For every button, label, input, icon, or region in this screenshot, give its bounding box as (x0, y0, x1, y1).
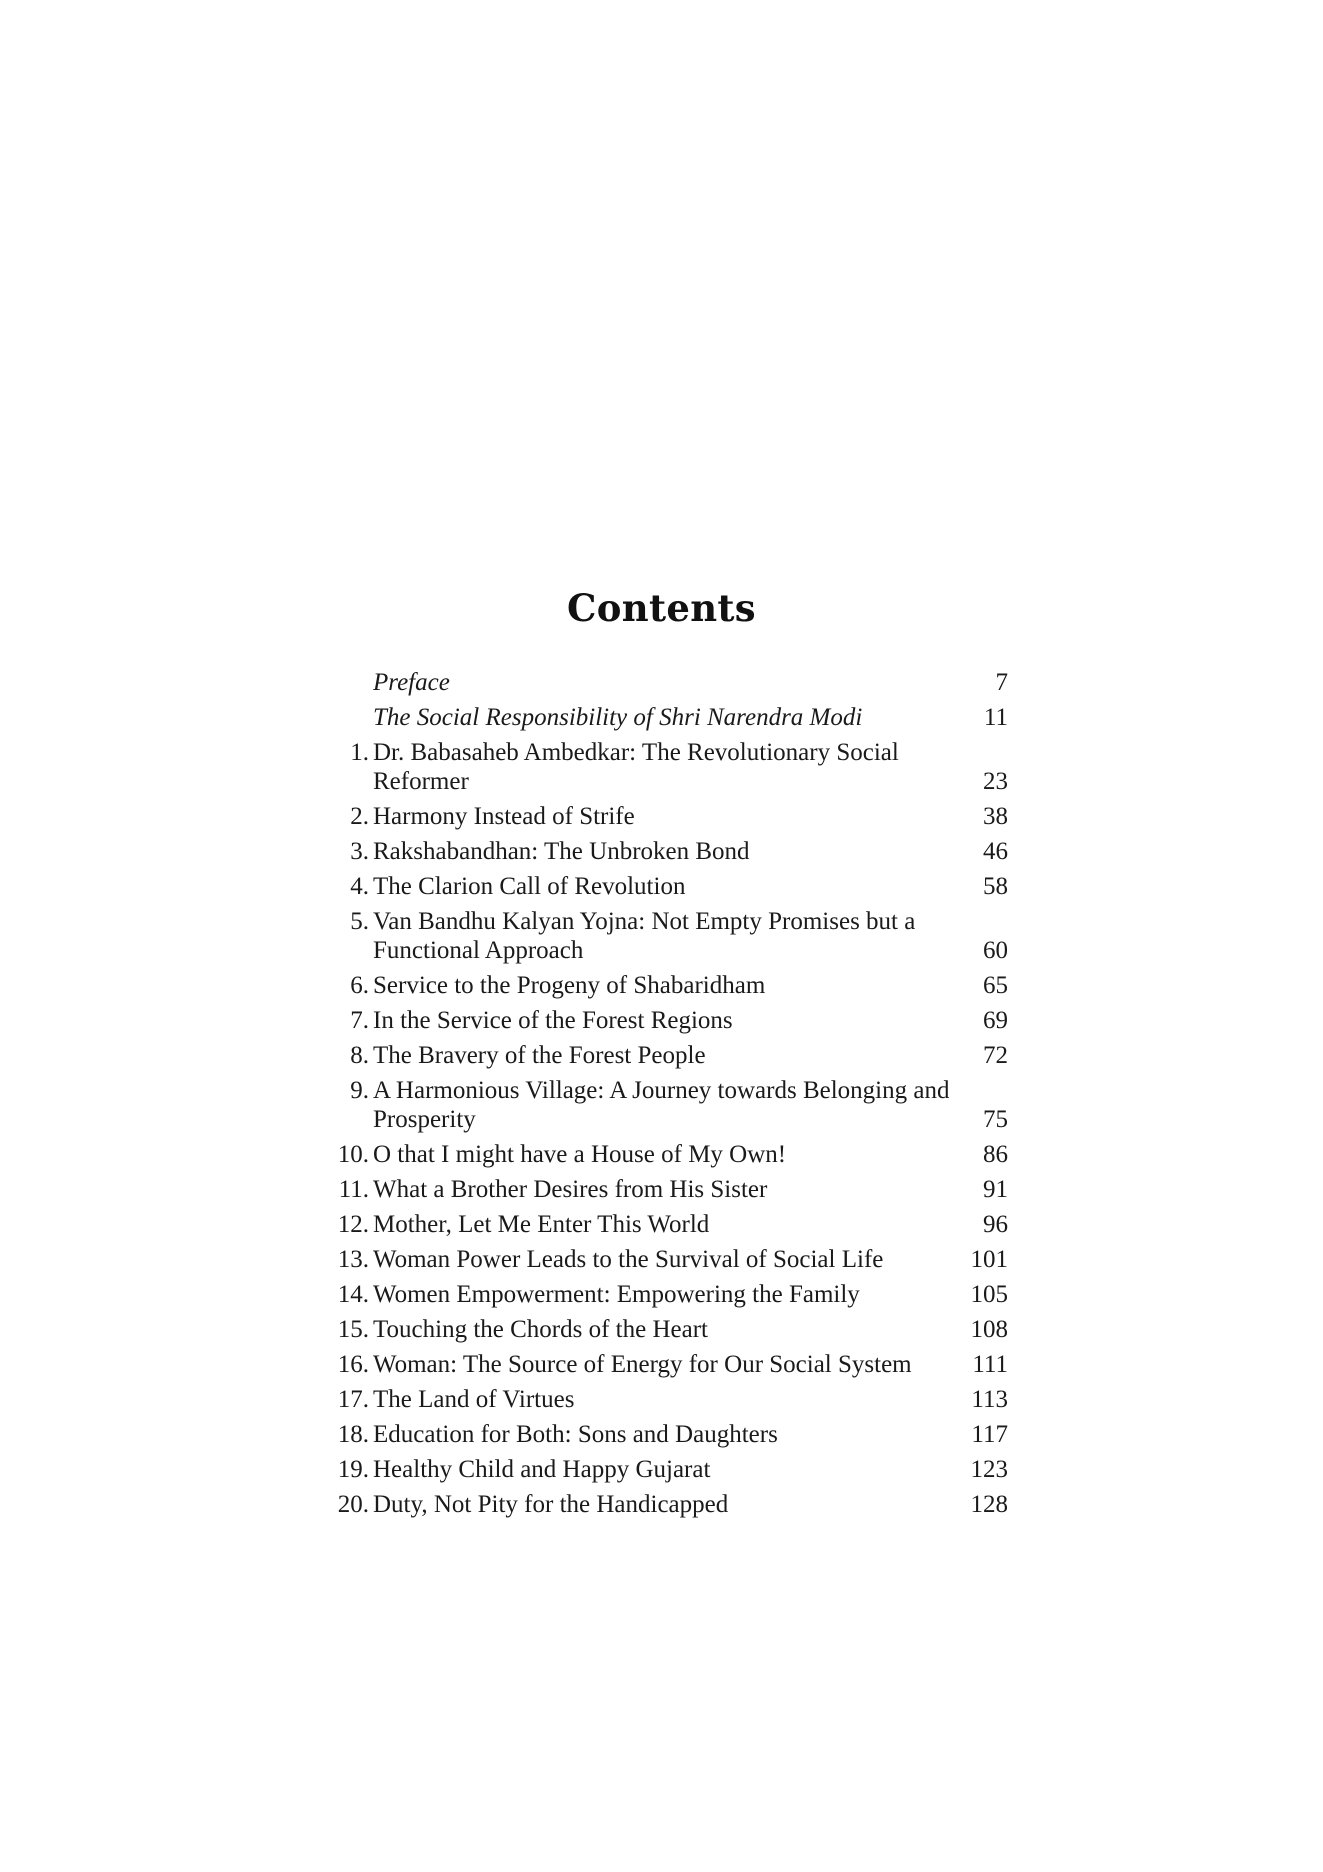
entry-number: 9. (350, 1077, 369, 1104)
entry-number: 15. (337, 1316, 369, 1343)
toc-entry (318, 1006, 1008, 1035)
entry-title: Service to the Progeny of Shabaridham (373, 972, 766, 999)
entry-title: The Land of Virtues (373, 1386, 575, 1413)
entry-title: A Harmonious Village: A Journey towards Belonging and Prosperity (373, 1077, 950, 1133)
entry-page: 123 (970, 1456, 1008, 1483)
entry-number: 7. (350, 1007, 369, 1034)
entry-page: 58 (983, 873, 1008, 900)
entry-page: 86 (983, 1141, 1008, 1168)
entry-page: 108 (970, 1316, 1008, 1343)
entry-number: 1. (350, 739, 369, 766)
toc-entry (318, 1140, 1008, 1169)
entry-title: What a Brother Desires from His Sister (373, 1176, 768, 1203)
entry-number: 13. (337, 1246, 369, 1273)
entry-title: The Social Responsibility of Shri Narendra Modi (373, 704, 863, 731)
entry-number: 5. (350, 908, 369, 935)
entry-number: 2. (350, 803, 369, 830)
entry-title: Woman Power Leads to the Survival of Social Life (373, 1246, 884, 1273)
toc-entry (318, 738, 1008, 796)
toc-entry (318, 837, 1008, 866)
entry-page: 7 (995, 669, 1008, 696)
entry-page: 72 (983, 1042, 1008, 1069)
entry-page: 69 (983, 1007, 1008, 1034)
entry-number: 18. (337, 1421, 369, 1448)
toc-entry (318, 1076, 1008, 1134)
toc-entry (318, 802, 1008, 831)
entry-number: 16. (337, 1351, 369, 1378)
entry-page: 111 (972, 1351, 1008, 1378)
entry-number: 8. (350, 1042, 369, 1069)
entry-title: Healthy Child and Happy Gujarat (373, 1456, 711, 1483)
toc-entry (318, 668, 1008, 697)
entry-page: 46 (983, 838, 1008, 865)
toc-entry (318, 1490, 1008, 1519)
entry-title: Woman: The Source of Energy for Our Social System (373, 1351, 912, 1378)
entry-page: 23 (983, 768, 1008, 795)
entry-title: Harmony Instead of Strife (373, 803, 635, 830)
toc-entry (318, 907, 1008, 965)
table-of-contents (318, 668, 1008, 1525)
toc-entry (318, 1175, 1008, 1204)
entry-number: 19. (337, 1456, 369, 1483)
entry-page: 101 (970, 1246, 1008, 1273)
entry-number: 10. (337, 1141, 369, 1168)
entry-number: 4. (350, 873, 369, 900)
toc-entry (318, 1385, 1008, 1414)
toc-entry (318, 1280, 1008, 1309)
page-title: Contents (567, 586, 756, 630)
entry-number: 14. (337, 1281, 369, 1308)
entry-title: Dr. Babasaheb Ambedkar: The Revolutionary Social Reformer (373, 739, 899, 795)
entry-page: 60 (983, 937, 1008, 964)
entry-title: Duty, Not Pity for the Handicapped (373, 1491, 729, 1518)
toc-entry (318, 971, 1008, 1000)
toc-entry (318, 1315, 1008, 1344)
entry-page: 38 (983, 803, 1008, 830)
entry-number: 3. (350, 838, 369, 865)
entry-title: Touching the Chords of the Heart (373, 1316, 708, 1343)
toc-entry (318, 1210, 1008, 1239)
toc-entry (318, 1420, 1008, 1449)
entry-title: Van Bandhu Kalyan Yojna: Not Empty Promises but a Functional Approach (373, 908, 916, 964)
entry-page: 91 (983, 1176, 1008, 1203)
entry-page: 96 (983, 1211, 1008, 1238)
entry-title: Mother, Let Me Enter This World (373, 1211, 710, 1238)
entry-page: 11 (983, 704, 1008, 731)
entry-page: 105 (970, 1281, 1008, 1308)
entry-page: 117 (971, 1421, 1008, 1448)
toc-entry (318, 703, 1008, 732)
entry-number: 12. (337, 1211, 369, 1238)
entry-page: 113 (971, 1386, 1008, 1413)
entry-title: Preface (373, 669, 450, 696)
entry-page: 75 (983, 1106, 1008, 1133)
entry-title: Education for Both: Sons and Daughters (373, 1421, 778, 1448)
entry-title: The Bravery of the Forest People (373, 1042, 706, 1069)
entry-number: 17. (337, 1386, 369, 1413)
toc-entry (318, 872, 1008, 901)
toc-entry (318, 1041, 1008, 1070)
entry-title: Rakshabandhan: The Unbroken Bond (373, 838, 750, 865)
entry-title: In the Service of the Forest Regions (373, 1007, 733, 1034)
entry-title: The Clarion Call of Revolution (373, 873, 686, 900)
toc-entry (318, 1455, 1008, 1484)
entry-number: 11. (338, 1176, 369, 1203)
entry-title: Women Empowerment: Empowering the Family (373, 1281, 860, 1308)
toc-entry (318, 1350, 1008, 1379)
entry-page: 128 (970, 1491, 1008, 1518)
toc-entry (318, 1245, 1008, 1274)
entry-number: 20. (337, 1491, 369, 1518)
entry-page: 65 (983, 972, 1008, 999)
entry-title: O that I might have a House of My Own! (373, 1141, 787, 1168)
entry-number: 6. (350, 972, 369, 999)
